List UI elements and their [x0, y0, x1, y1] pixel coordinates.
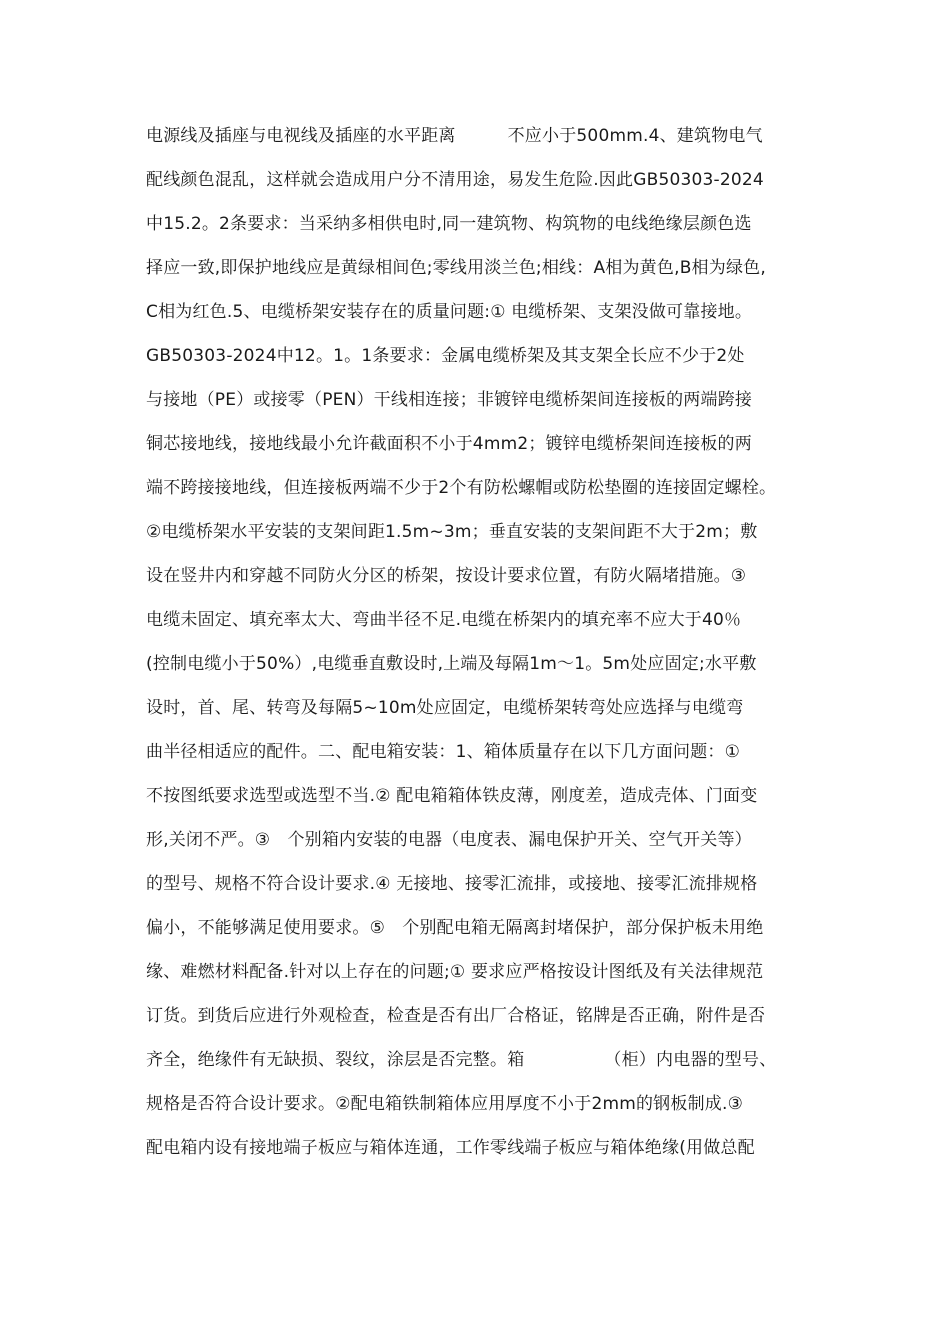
text-segment: 端不跨接接地线，但连接板两端不少于2个有防松螺帽或防松垫圈的连接固定螺栓。 — [146, 478, 777, 498]
text-line — [146, 606, 826, 635]
text-line — [146, 122, 826, 151]
text-line — [146, 386, 826, 415]
text-line — [146, 298, 826, 327]
text-line — [146, 1134, 826, 1163]
document-body — [146, 122, 826, 1178]
text-line — [146, 1002, 826, 1031]
text-line — [146, 650, 826, 679]
text-line — [146, 518, 826, 547]
text-segment: ②电缆桥架水平安装的支架间距1.5m~3m；垂直安装的支架间距不大于2m；敷 — [146, 522, 758, 542]
text-segment: 不按图纸要求选型或选型不当.② 配电箱箱体铁皮薄，刚度差，造成壳体、门面变 — [146, 786, 758, 806]
text-segment: 电源线及插座与电视线及插座的水平距离 — [146, 126, 456, 146]
text-line — [146, 1046, 826, 1075]
text-segment: 缘、难燃材料配备.针对以上存在的问题;① 要求应严格按设计图纸及有关法律规范 — [146, 962, 764, 982]
text-segment: （柜）内电器的型号、 — [604, 1050, 777, 1070]
text-segment: 配电箱内设有接地端子板应与箱体连通，工作零线端子板应与箱体绝缘(用做总配 — [146, 1138, 755, 1158]
text-segment: 规格是否符合设计要求。②配电箱铁制箱体应用厚度不小于2mm的钢板制成.③ — [146, 1094, 744, 1114]
text-line — [146, 694, 826, 723]
text-segment: 与接地（PE）或接零（PEN）干线相连接；非镀锌电缆桥架间连接板的两端跨接 — [146, 390, 753, 410]
text-line — [146, 1090, 826, 1119]
text-segment: 齐全，绝缘件有无缺损、裂纹，涂层是否完整。箱 — [146, 1050, 525, 1070]
text-segment: (控制电缆小于50%）,电缆垂直敷设时,上端及每隔1m～1。5m处应固定;水平敷 — [146, 654, 757, 674]
text-segment: 电缆未固定、填充率太大、弯曲半径不足.电缆在桥架内的填充率不应大于40％ — [146, 610, 742, 630]
text-segment: 偏小，不能够满足使用要求。⑤ 个别配电箱无隔离封堵保护，部分保护板未用绝 — [146, 918, 764, 938]
text-line — [146, 562, 826, 591]
text-segment: 择应一致,即保护地线应是黄绿相间色;零线用淡兰色;相线：A相为黄色,B相为绿色, — [146, 258, 766, 278]
text-segment: 铜芯接地线，接地线最小允许截面积不小于4mm2；镀锌电缆桥架间连接板的两 — [146, 434, 752, 454]
text-line — [146, 738, 826, 767]
text-segment: C相为红色.5、电缆桥架安装存在的质量问题:① 电缆桥架、支架没做可靠接地。 — [146, 302, 753, 322]
text-line — [146, 474, 826, 503]
text-line — [146, 870, 826, 899]
text-line — [146, 914, 826, 943]
text-line — [146, 826, 826, 855]
text-segment: 配线颜色混乱，这样就会造成用户分不清用途，易发生危险.因此GB50303-2024 — [146, 170, 764, 190]
text-line — [146, 430, 826, 459]
text-segment: 形,关闭不严。③ 个别箱内安装的电器（电度表、漏电保护开关、空气开关等） — [146, 830, 752, 850]
text-line — [146, 166, 826, 195]
text-segment: GB50303-2024中12。1。1条要求：金属电缆桥架及其支架全长应不少于2处 — [146, 346, 745, 366]
text-line — [146, 958, 826, 987]
text-segment: 的型号、规格不符合设计要求.④ 无接地、接零汇流排，或接地、接零汇流排规格 — [146, 874, 758, 894]
text-line — [146, 782, 826, 811]
text-segment: 不应小于500mm.4、建筑物电气 — [507, 126, 763, 146]
text-line — [146, 342, 826, 371]
text-segment: 中15.2。2条要求：当采纳多相供电时,同一建筑物、构筑物的电线绝缘层颜色选 — [146, 214, 752, 234]
text-segment: 设时，首、尾、转弯及每隔5~10m处应固定，电缆桥架转弯处应选择与电缆弯 — [146, 698, 744, 718]
text-segment: 设在竖井内和穿越不同防火分区的桥架，按设计要求位置，有防火隔堵措施。③ — [146, 566, 747, 586]
text-segment: 曲半径相适应的配件。二、配电箱安装：1、箱体质量存在以下几方面问题：① — [146, 742, 741, 762]
text-segment: 订货。到货后应进行外观检查，检查是否有出厂合格证，铭牌是否正确，附件是否 — [146, 1006, 766, 1026]
text-line — [146, 210, 826, 239]
text-line — [146, 254, 826, 283]
